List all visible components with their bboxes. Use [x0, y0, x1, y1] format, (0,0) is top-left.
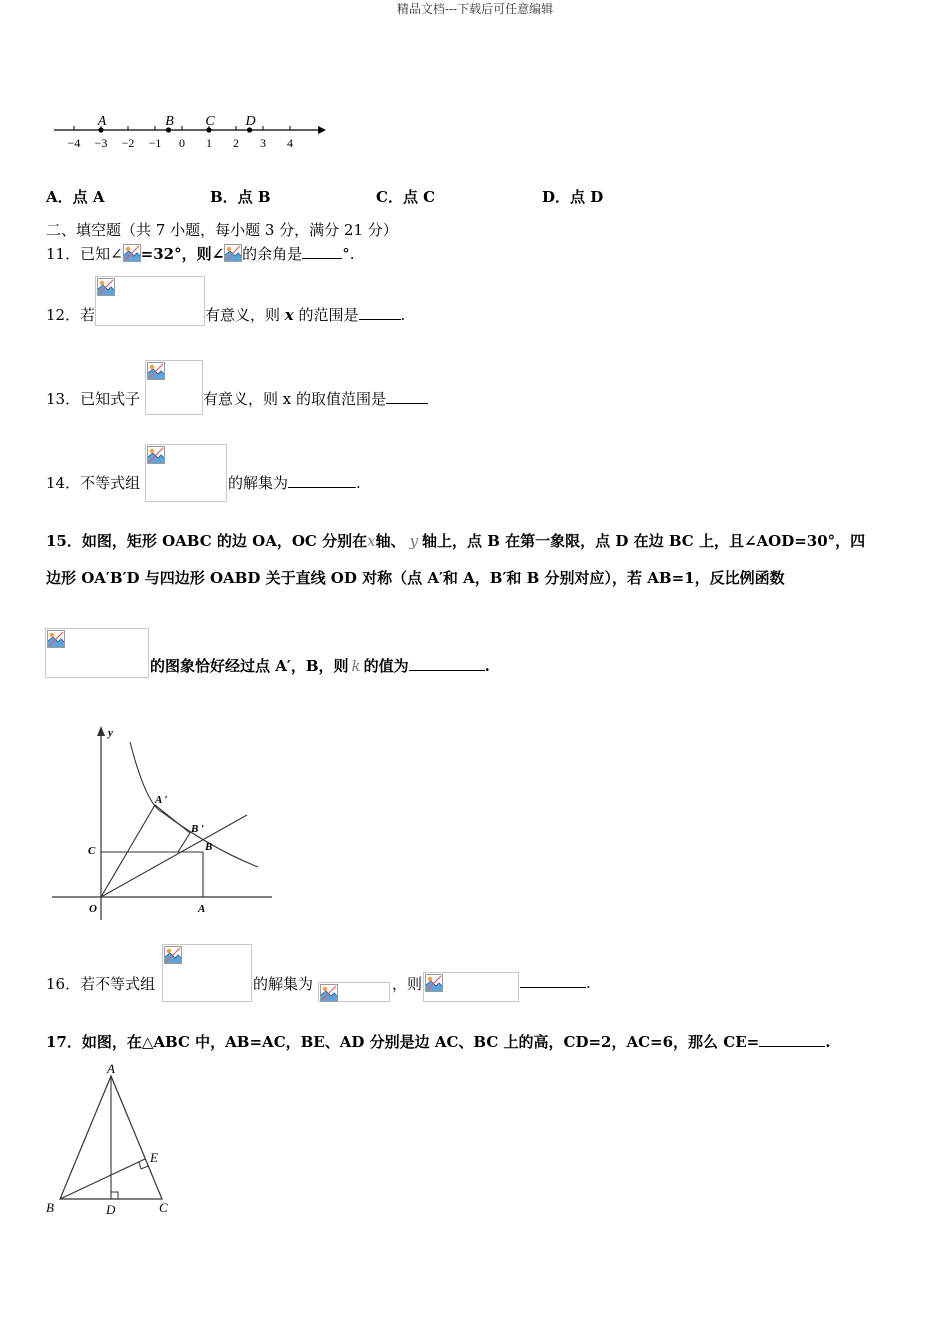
- tick-label: 4: [287, 136, 293, 150]
- point-label-d: D: [245, 114, 256, 129]
- question-16-then: ，则: [392, 975, 423, 993]
- label-b: B: [205, 841, 213, 853]
- figure-15-coordinate-plot: [50, 722, 280, 922]
- choice-d[interactable]: D．点 D: [542, 188, 604, 206]
- point-label-b: B: [165, 114, 174, 129]
- answer-blank: [386, 389, 428, 404]
- answer-blank: [409, 656, 485, 671]
- formula-image-15: [45, 628, 149, 678]
- tick-label: −4: [67, 136, 81, 150]
- label-c: C: [88, 845, 96, 857]
- question-15-line1: 15．如图，矩形 OABC 的边 OA，OC 分别在x轴、 y 轴上，点 B 在第一象限，点 D 在边 BC 上，且∠AOD=30°，四: [46, 532, 866, 550]
- label-y-axis: y: [108, 727, 113, 739]
- question-15-line2: 边形 OA′B′D 与四边形 OABD 关于直线 OD 对称（点 A′和 A，B′和 B 分别对应），若 AB=1，反比例函数: [46, 569, 785, 587]
- formula-image-16a: [162, 944, 252, 1002]
- answer-blank: [520, 973, 586, 988]
- choice-a[interactable]: A．点 A: [46, 188, 105, 206]
- answer-blank: [302, 244, 342, 259]
- broken-image-icon: [123, 244, 141, 262]
- y-symbol: y: [409, 532, 419, 550]
- tick-label: −1: [148, 136, 162, 150]
- question-12-start: 12．若: [46, 306, 96, 324]
- formula-image-14: [145, 444, 227, 502]
- label-b: B: [46, 1200, 54, 1215]
- tick-label: 0: [179, 136, 185, 150]
- tick-label: 3: [260, 136, 266, 150]
- answer-blank: [288, 473, 356, 488]
- question-16-start: 16．若不等式组: [46, 975, 156, 993]
- broken-image-icon: [147, 446, 165, 464]
- x-symbol: x: [367, 532, 376, 550]
- number-line-figure: [46, 108, 336, 158]
- broken-image-icon: [147, 362, 165, 380]
- broken-image-icon: [47, 630, 65, 648]
- answer-blank: [759, 1032, 825, 1047]
- broken-image-icon: [97, 278, 115, 296]
- question-17: 17．如图，在△ABC 中，AB=AC，BE、AD 分别是边 AC、BC 上的高，CD=2，AC=6，那么 CE= .: [46, 1033, 831, 1051]
- section-2-heading: 二、填空题（共 7 小题，每小题 3 分，满分 21 分）: [46, 221, 398, 239]
- label-d: D: [106, 1202, 116, 1217]
- question-16-end: .: [520, 973, 591, 992]
- label-o: O: [89, 903, 97, 915]
- label-b-prime: B ′: [191, 823, 205, 835]
- choice-b[interactable]: B．点 B: [210, 188, 271, 206]
- point-label-c: C: [205, 114, 215, 129]
- choice-c[interactable]: C．点 C: [376, 188, 436, 206]
- label-c: C: [159, 1200, 168, 1215]
- k-symbol: k: [351, 657, 361, 675]
- tick-label: −2: [121, 136, 135, 150]
- question-16-mid: 的解集为: [253, 975, 314, 993]
- question-13-rest: 有意义，则 x 的取值范围是: [203, 388, 428, 409]
- tick-label: 2: [233, 136, 239, 150]
- tick-label: −3: [94, 136, 108, 150]
- question-15-line3: 的图象恰好经过点 A′，B，则 k 的值为 .: [150, 657, 490, 675]
- formula-image-13: [145, 360, 203, 415]
- broken-image-icon: [164, 946, 182, 964]
- broken-image-icon: [320, 984, 338, 1002]
- formula-image-16c: [423, 972, 519, 1002]
- label-a: A: [107, 1061, 115, 1076]
- question-11: 11．已知∠ =32°，则∠ 的余角是 °.: [46, 245, 355, 263]
- page-header: 精品文档---下载后可任意编辑: [396, 2, 554, 16]
- formula-image-16b: [318, 982, 390, 1002]
- broken-image-icon: [425, 974, 443, 992]
- question-12-rest: 有意义，则 x 的范围是 .: [205, 306, 406, 324]
- tick-label: 1: [206, 136, 212, 150]
- question-13-start: 13．已知式子: [46, 390, 141, 408]
- figure-17-triangle: [40, 1058, 190, 1223]
- answer-blank: [359, 305, 401, 320]
- label-a-prime: A ′: [155, 794, 168, 806]
- formula-image-12: [95, 276, 205, 326]
- label-e: E: [150, 1150, 158, 1165]
- point-label-a: A: [97, 114, 107, 129]
- broken-image-icon: [224, 244, 242, 262]
- question-14-start: 14．不等式组: [46, 474, 141, 492]
- label-a: A: [198, 903, 206, 915]
- question-14-rest: 的解集为 .: [228, 474, 361, 492]
